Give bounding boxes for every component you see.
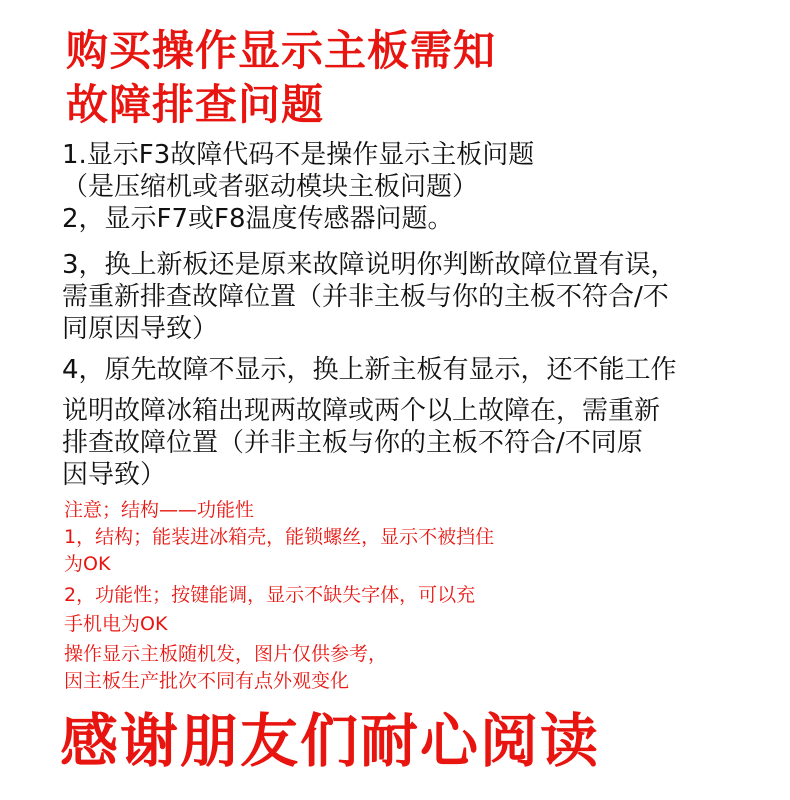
note-line-7: 因主板生产批次不同有点外观变化 xyxy=(64,670,350,692)
body-line-2: （是压缩机或者驱动模块主板问题） xyxy=(62,172,479,202)
body-line-1: 1.显示F3故障代码不是操作显示主板问题 xyxy=(62,140,535,170)
body-line-10: 因导致） xyxy=(62,460,167,490)
note-line-5: 手机电为OK xyxy=(64,613,168,635)
body-line-9: 排查故障位置（并非主板与你的主板不符合/不同原 xyxy=(62,428,643,458)
body-line-3: 2，显示F7或F8温度传感器问题。 xyxy=(62,204,454,234)
footer-thanks: 感谢朋友们耐心阅读 xyxy=(60,707,601,775)
body-line-5: 需重新排查故障位置（并非主板与你的主板不符合/不 xyxy=(62,282,669,312)
note-line-3: 为OK xyxy=(64,553,111,575)
title-line-2: 故障排查问题 xyxy=(66,80,325,129)
note-line-2: 1，结构；能装进冰箱壳，能锁螺丝，显示不被挡住 xyxy=(64,526,495,548)
body-line-6: 同原因导致） xyxy=(62,314,219,344)
body-line-7: 4，原先故障不显示，换上新主板有显示，还不能工作 xyxy=(62,355,677,385)
body-line-4: 3，换上新板还是原来故障说明你判断故障位置有误， xyxy=(62,250,677,280)
note-line-4: 2，功能性；按键能调，显示不缺失字体，可以充 xyxy=(64,584,476,606)
note-line-6: 操作显示主板随机发，图片仅供参考， xyxy=(64,643,388,665)
body-line-8: 说明故障冰箱出现两故障或两个以上故障在，需重新 xyxy=(62,396,661,426)
note-line-1: 注意；结构——功能性 xyxy=(64,499,255,521)
title-line-1: 购买操作显示主板需知 xyxy=(66,26,497,75)
